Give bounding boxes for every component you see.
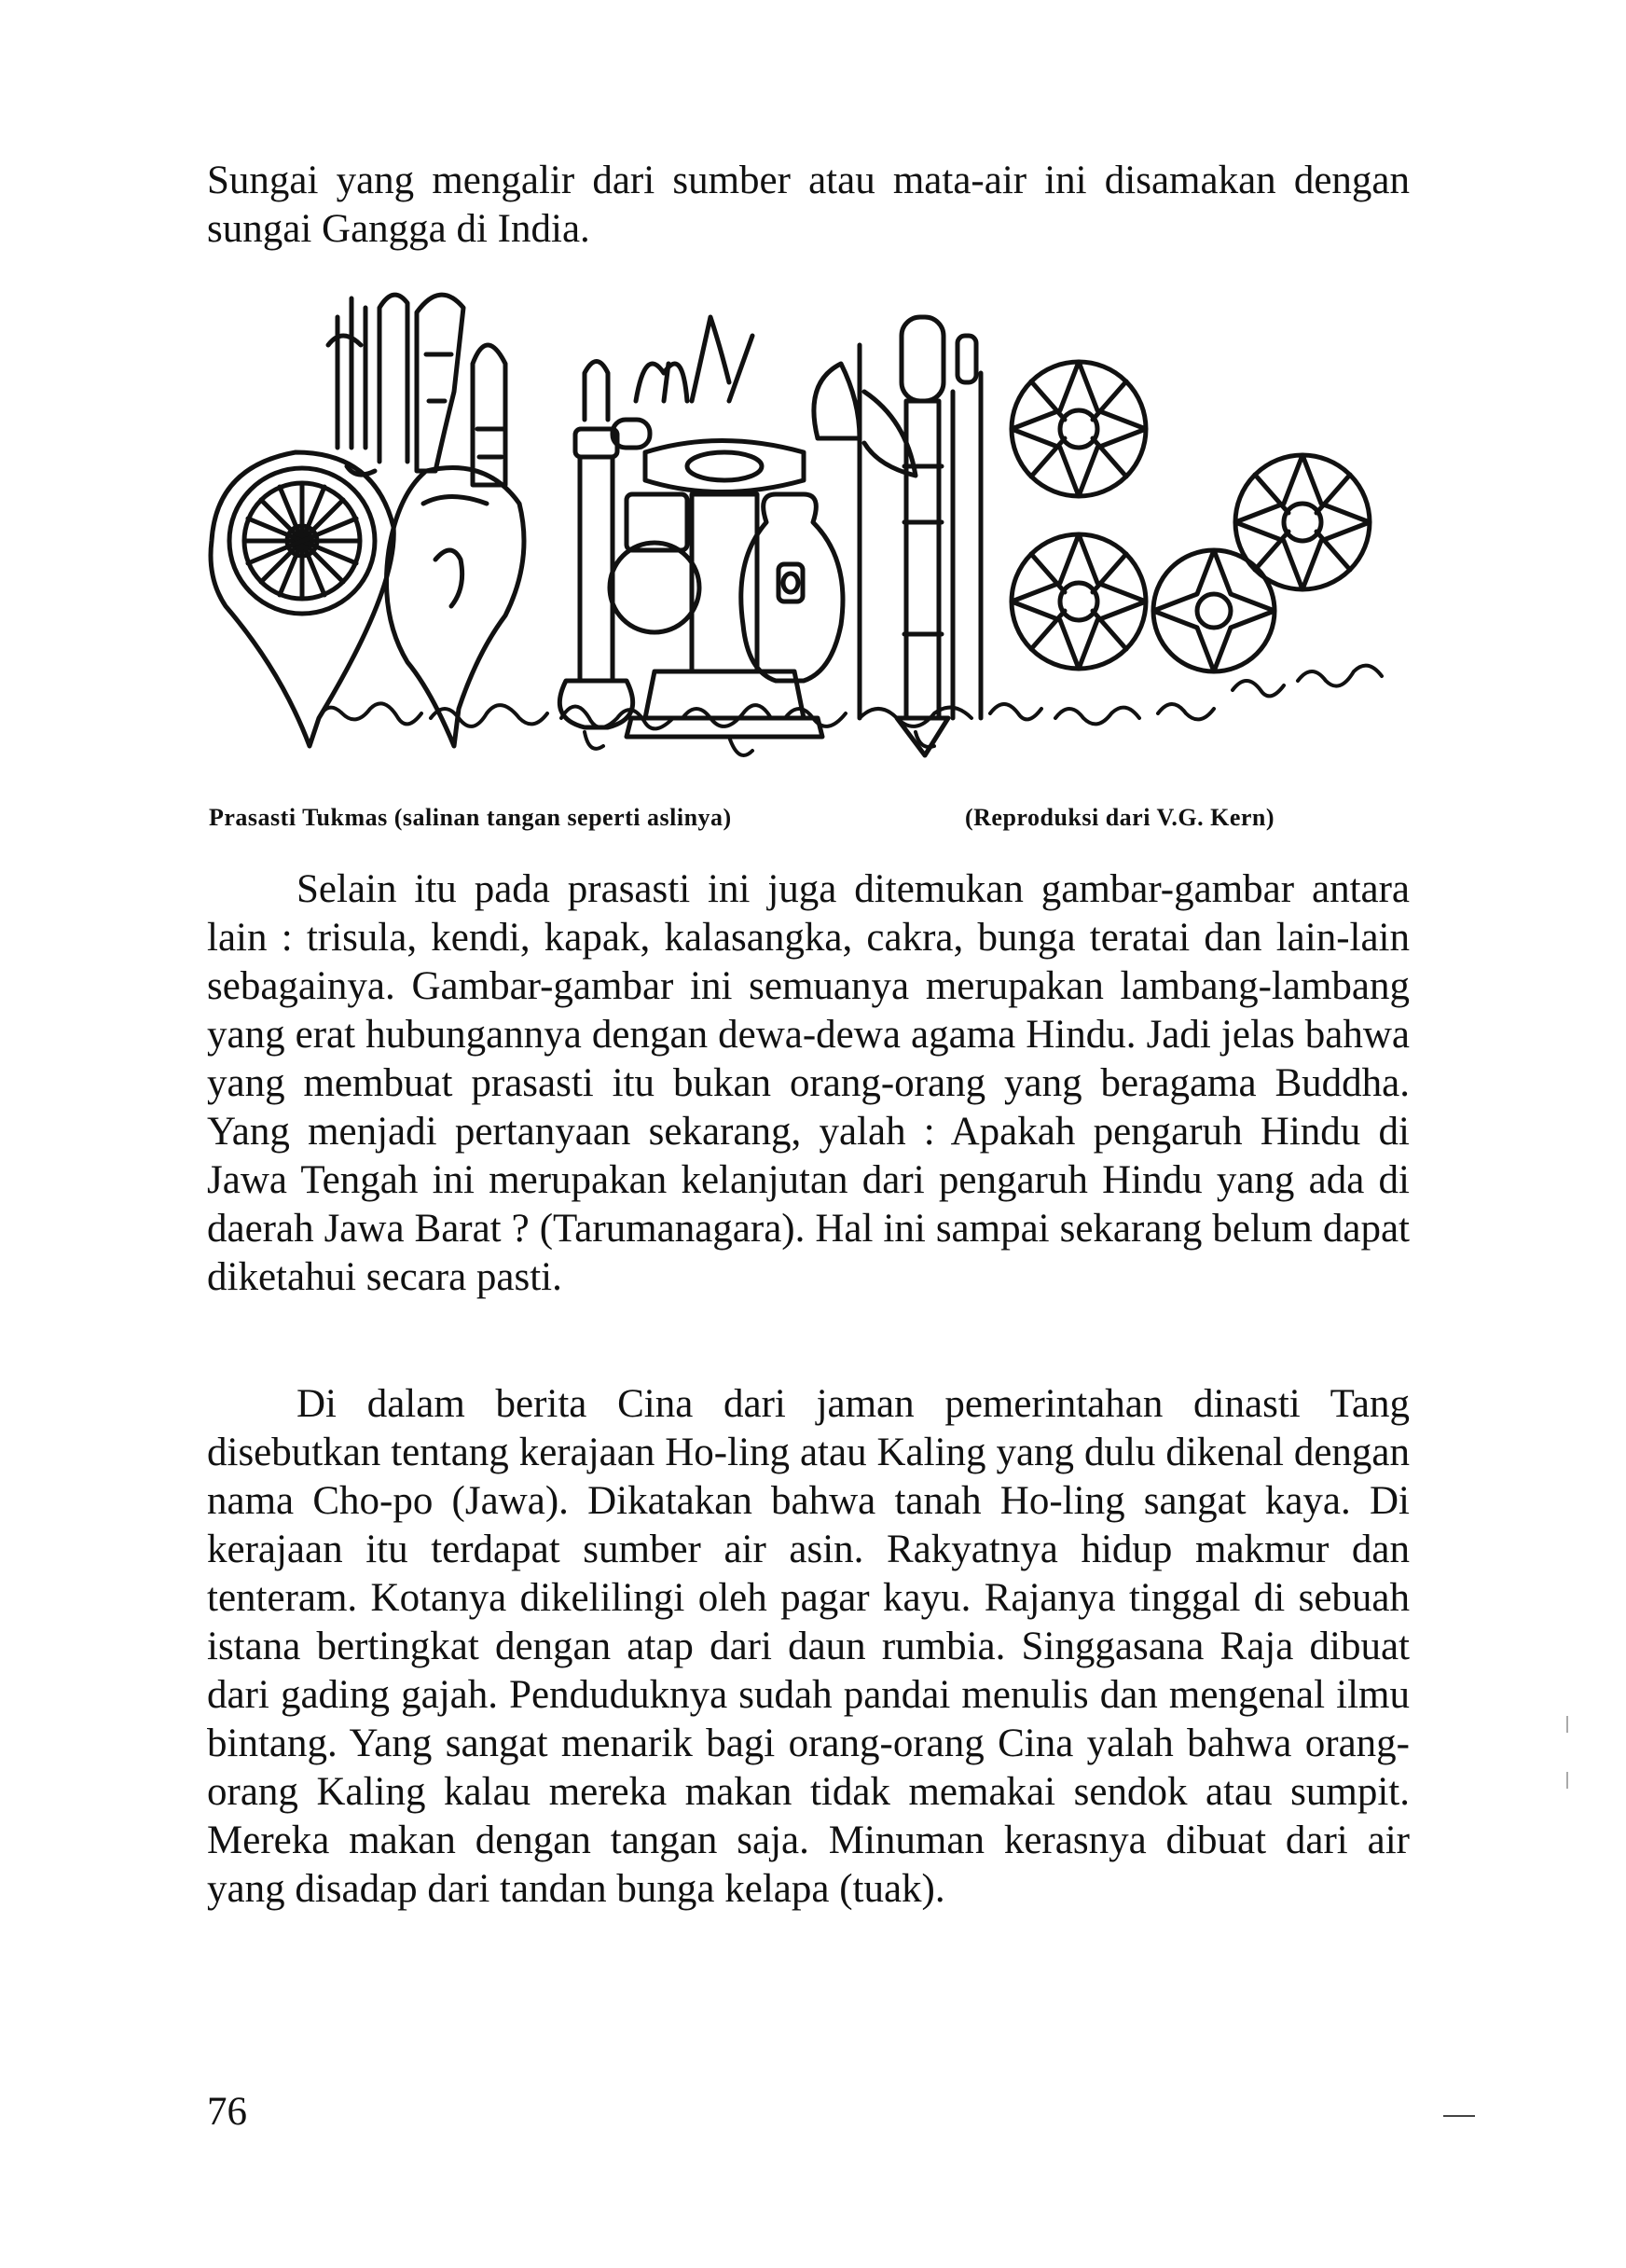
margin-mark bbox=[1566, 1716, 1568, 1733]
kapak-axe-icon bbox=[814, 317, 981, 755]
figure-caption: Prasasti Tukmas (salinan tangan seperti aslinya) bbox=[209, 804, 732, 831]
footer-rule bbox=[1443, 2115, 1475, 2117]
body-paragraph-2: Di dalam berita Cina dari jaman pemerintahan dinasti Tang disebutkan tentang kerajaan Ho-ling atau Kaling yang dulu dikenal dengan nama Cho-po (Jawa). Dikatakan bahwa tanah Ho-ling sangat kaya. Di kerajaan itu terdapat sumber air asin. Rakyatnya hidup makmur dan tenteram. Kotanya dikelilingi oleh pagar kayu. Rajanya tinggal di sebuah istana bertingkat dengan atap dari daun rumbia. Singgasana Raja dibuat dari gading gajah. Penduduknya sudah pandai menulis dan mengenal ilmu bintang. Yang sangat menarik bagi orang-orang Cina yalah bahwa orang-orang Kaling kalau mereka makan tidak memakai sendok atau sumpit. Mereka makan dengan tangan saja. Minuman kerasnya dibuat dari air yang disadap dari tandan bunga kelapa (tuak). bbox=[207, 1382, 1410, 1911]
cakra-wheel-icon bbox=[211, 452, 393, 746]
body-paragraph-1: Selain itu pada prasasti ini juga ditemukan gambar-gambar antara lain : trisula, kendi, kapak, kalasangka, cakra, bunga teratai dan lain-lain sebagainya. Gambar-gambar ini semuanya merupakan lambang-lambang yang erat hubungannya dengan dewa-dewa agama Hindu. Jadi jelas bahwa yang membuat prasasti itu bukan orang-orang yang beragama Buddha. Yang menjadi pertanyaan sekarang, yalah : Apakah pengaruh Hindu di Jawa Tengah ini merupakan kelanjutan dari pengaruh Hindu yang ada di daerah Jawa Barat ? (Tarumanagara). Hal ini sampai sekarang belum dapat diketahui secara pasti. bbox=[207, 867, 1410, 1299]
lamp-pedestal-icon bbox=[627, 317, 822, 737]
figure-credit: (Reproduksi dari V.G. Kern) bbox=[965, 804, 1275, 831]
intro-paragraph: Sungai yang mengalir dari sumber atau mata-air ini disamakan dengan sungai Gangga di India. bbox=[207, 159, 1410, 251]
inscription-script-line bbox=[319, 666, 1382, 755]
weapons-icon bbox=[328, 295, 505, 485]
prasasti-tukmas-illustration bbox=[207, 280, 1419, 788]
teratai-lotus-icon bbox=[1012, 362, 1370, 671]
margin-mark bbox=[1566, 1772, 1568, 1789]
page-number: 76 bbox=[207, 2090, 247, 2134]
